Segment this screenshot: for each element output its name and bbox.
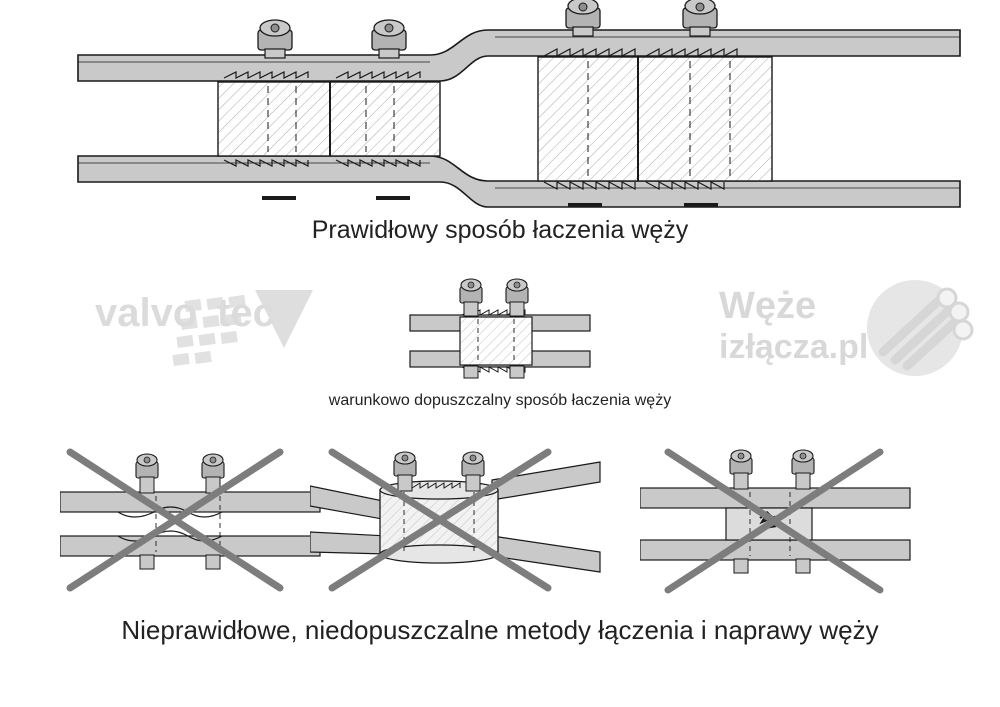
watermark-right-line1: Węże: [719, 285, 817, 327]
cross-out-mark: [668, 452, 880, 590]
clamp-head: [792, 450, 814, 489]
caption-incorrect-methods: Nieprawidłowe, niedopuszczalne metody łączenia i naprawy węży: [121, 615, 879, 645]
figure-incorrect-1: [60, 440, 330, 600]
figure-incorrect-3: [640, 440, 920, 600]
cross-out-mark: [332, 452, 548, 588]
watermark-left-text-b: tec: [217, 291, 275, 335]
watermark-left-text-a: valvo: [95, 291, 198, 335]
figure-conditional-method: [400, 265, 600, 395]
watermark-valvotec: [85, 278, 315, 388]
caption-conditional-method: warunkowo dopuszczalny sposób łaczenia węży: [328, 392, 672, 409]
figure-correct-connection: [0, 0, 1000, 210]
cross-out-mark: [70, 452, 280, 588]
watermark-weze-izlacza: [715, 278, 975, 378]
clamp-head: [258, 20, 292, 58]
watermark-right-line2: izłącza.pl: [719, 328, 869, 366]
clamp-head: [136, 454, 158, 493]
figure-incorrect-2: [310, 440, 610, 600]
clamp-head: [372, 20, 406, 58]
clamp-head: [730, 450, 752, 489]
caption-correct-method: Prawidłowy sposób łaczenia węży: [311, 216, 689, 244]
